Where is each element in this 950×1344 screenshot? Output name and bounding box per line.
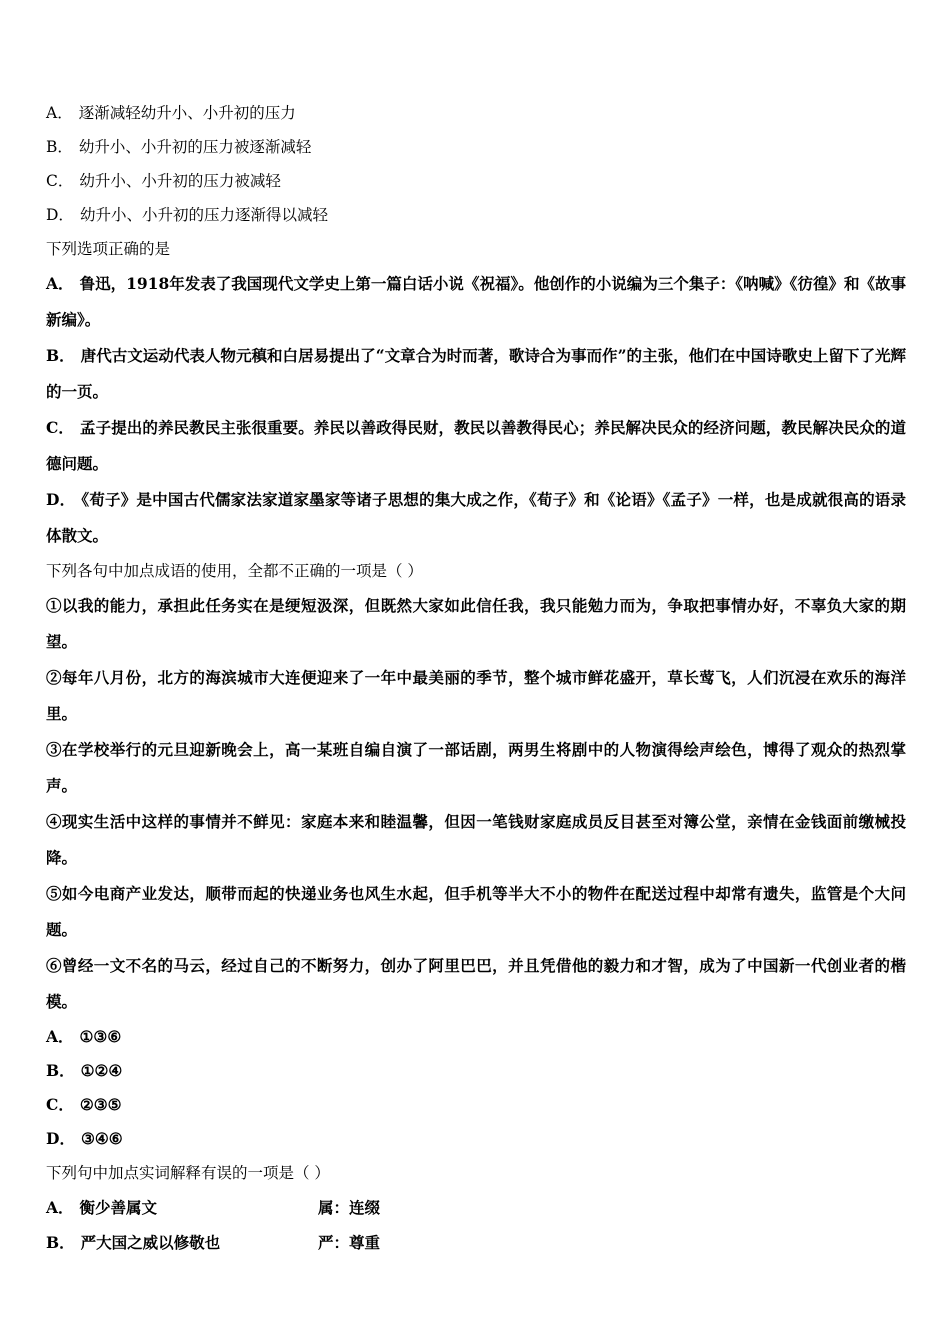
- q2-option-d: [46, 482, 906, 554]
- option-label: B．: [46, 1233, 75, 1252]
- option-label: B．: [46, 346, 75, 365]
- q1-option-a: [46, 96, 906, 130]
- option-text: ②③⑤: [79, 1095, 122, 1114]
- option-text: ①③⑥: [79, 1027, 122, 1046]
- option-text: 鲁迅，1918年发表了我国现代文学史上第一篇白话小说《祝福》。他创作的小说编为三个集子：《呐喊》《彷徨》和《故事新编》。: [46, 274, 906, 329]
- option-label: A．: [46, 1198, 74, 1217]
- q4-option-b: [46, 1225, 906, 1260]
- q2-option-c: [46, 410, 906, 482]
- option-text: ①②④: [80, 1061, 123, 1080]
- q2-option-b: [46, 338, 906, 410]
- q3-sentence-3: ③在学校举行的元旦迎新晚会上，高一某班自编自演了一部话剧，两男生将剧中的人物演得绘声绘色，博得了观众的热烈掌声。: [46, 740, 906, 795]
- document-page: [46, 96, 906, 1260]
- option-text: 幼升小、小升初的压力逐渐得以减轻: [79, 206, 328, 224]
- q3-sentence-5: ⑤如今电商产业发达，顺带而起的快递业务也风生水起，但手机等半大不小的物件在配送过程中却常有遗失，监管是个大问题。: [46, 884, 906, 939]
- option-label: D．: [46, 206, 74, 224]
- option-text: 衡少善属文: [79, 1198, 158, 1217]
- option-text: 《荀子》是中国古代儒家法家道家墨家等诸子思想的集大成之作，《荀子》和《论语》《孟子》一样，也是成就很高的语录体散文。: [46, 490, 906, 545]
- q1-option-d: [46, 198, 906, 232]
- option-label: D．: [46, 490, 76, 509]
- option-label: B．: [46, 1061, 75, 1080]
- q3-option-a: [46, 1020, 906, 1054]
- option-sentence: [46, 1225, 318, 1260]
- q3-sentence-4: ④现实生活中这样的事情并不鲜见：家庭本来和睦温馨，但因一笔钱财家庭成员反目甚至对簿公堂，亲情在金钱面前缴械投降。: [46, 812, 906, 867]
- option-explanation: 严：尊重: [318, 1233, 381, 1252]
- q3-sentence-6: ⑥曾经一文不名的马云，经过自己的不断努力，创办了阿里巴巴，并且凭借他的毅力和才智，成为了中国新一代创业者的楷模。: [46, 956, 906, 1011]
- option-label: C．: [46, 1095, 74, 1114]
- q1-option-b: [46, 130, 906, 164]
- option-text: ③④⑥: [80, 1129, 123, 1148]
- option-label: C．: [46, 172, 74, 190]
- option-text: 严大国之威以修敬也: [80, 1233, 221, 1252]
- q3-sentence-2: ②每年八月份，北方的海滨城市大连便迎来了一年中最美丽的季节，整个城市鲜花盛开，草长莺飞，人们沉浸在欢乐的海洋里。: [46, 668, 906, 723]
- q4-option-a: [46, 1190, 906, 1225]
- q1-option-c: [46, 164, 906, 198]
- option-label: D．: [46, 1129, 75, 1148]
- option-text: 幼升小、小升初的压力被减轻: [79, 172, 281, 190]
- q3-stem: 下列各句中加点成语的使用，全都不正确的一项是（ ）: [46, 562, 423, 580]
- option-text: 逐渐减轻幼升小、小升初的压力: [78, 104, 296, 122]
- q3-option-c: [46, 1088, 906, 1122]
- option-label: C．: [46, 418, 75, 437]
- q4-stem: 下列句中加点实词解释有误的一项是（ ）: [46, 1164, 330, 1182]
- option-text: 幼升小、小升初的压力被逐渐减轻: [78, 138, 312, 156]
- q3-sentence-1: ①以我的能力，承担此任务实在是绠短汲深，但既然大家如此信任我，我只能勉力而为，争取把事情办好，不辜负大家的期望。: [46, 596, 906, 651]
- q2-option-a: [46, 266, 906, 338]
- option-label: A．: [46, 274, 74, 293]
- option-text: 孟子提出的养民教民主张很重要。养民以善政得民财，教民以善教得民心；养民解决民众的经济问题，教民解决民众的道德问题。: [46, 418, 906, 473]
- option-label: A．: [46, 104, 73, 122]
- option-label: A．: [46, 1027, 74, 1046]
- option-sentence: [46, 1190, 318, 1225]
- q3-option-b: [46, 1054, 906, 1088]
- option-text: 唐代古文运动代表人物元稹和白居易提出了“文章合为时而著，歌诗合为事而作”的主张，他们在中国诗歌史上留下了光辉的一页。: [46, 346, 906, 401]
- option-explanation: 属：连缀: [318, 1198, 381, 1217]
- q3-option-d: [46, 1122, 906, 1156]
- q2-stem: 下列选项正确的是: [46, 240, 171, 258]
- option-label: B．: [46, 138, 73, 156]
